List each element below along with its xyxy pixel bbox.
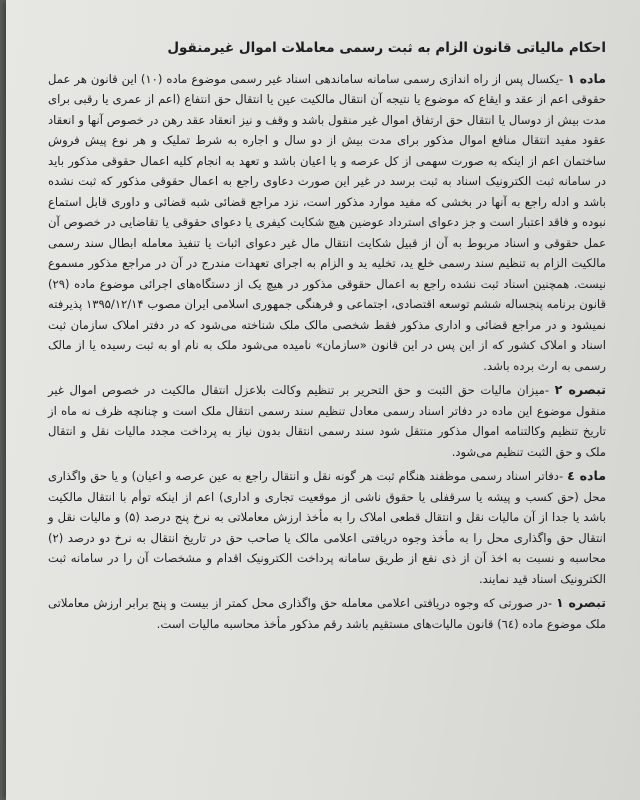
article-4-heading: ماده ٤	[567, 468, 606, 483]
note-2-heading: تبصره ۲	[554, 382, 606, 397]
note-1-text: -در صورتی که وجوه دریافتی اعلامی معامله حق واگذاری محل کمتر از بیست و پنج برابر ارزش معاملاتی ملک موضوع ماده (٦٤) قانون مالیات‌های مستقیم باشد رقم مذکور مأخذ محاسبه مالیات است.	[48, 596, 606, 631]
note-1	[48, 593, 606, 634]
note-2	[48, 380, 606, 462]
article-1-text: -یکسال پس از راه اندازی رسمی سامانه ساماندهی اسناد غیر رسمی موضوع ماده (۱۰) این قانون هر عمل حقوقی اعم از عقد و ایقاع که موضوع یا نتیجه آن انتقال مالکیت عین یا انتقال حق انتفاع (اعم از عمری یا رقبی برای مدت بیش از دوسال یا انتقال حق ارتفاق اموال غیر منقول باشد و وقف و نیز انعقاد عقد رهن در خصوص آنها و انعقاد عقود مفید انتقال منافع اموال مذکور برای مدت بیش از دو سال و اجاره به شرط تملیک و هر نوع پیش فروش ساختمان اعم از اینکه به صورت سهمی از کل عرصه و یا اعیان باشد و تعهد به انجام کلیه اعمال حقوقی مذکور باید در سامانه ثبت الکترونیک اسناد به ثبت برسد در غیر این صورت دعاوی راجع به اعمال حقوقی مذکور که ثبت نشده باشد و ادله راجع به آنها در بخشی که مفید موارد مذکور است، نزد مراجع قضائی شبه قضائی و داوری قابل استماع نبوده و فاقد اعتبار است و جز دعوای استرداد عوضین هیچ شکایت کیفری یا دعوای حقوقی یا تقاضایی در خصوص آن عمل حقوقی و اسناد مربوط به آن از قبیل شکایت انتقال مال غیر دعوای اثبات یا تنفیذ معامله ابطال سند رسمی مالکیت الزام به تنظیم سند رسمی خلع ید، تخلیه ید و الزام به اجرای تعهدات مندرج در آن در مراجع مذکور مسموع نیست. همچنین اسناد ثبت نشده راجع به اعمال حقوقی مذکور در هیچ یک از دستگاه‌های اجرائی موضوع ماده (۲۹) قانون برنامه پنجساله ششم توسعه اقتصادی، اجتماعی و فرهنگی جمهوری اسلامی ایران مصوب ۱۳۹۵/۱۲/۱۴ پذیرفته نمیشود و در مراجع قضائی و اداری مذکور فقط شخصی مالک ملک شناخته می‌شود که در دفتر املاک سازمان ثبت اسناد و املاک کشور که از این پس در این قانون «سازمان» نامیده می‌شود ملک به نام او به ثبت رسیده یا از مالک رسمی به ارث برده باشد.	[48, 71, 606, 373]
article-4	[48, 466, 606, 589]
article-1	[48, 69, 606, 377]
article-1-heading: ماده ۱	[567, 70, 607, 86]
document-title: احکام مالیاتی قانون الزام به ثبت رسمی معاملات اموال غیرمنقول	[167, 40, 606, 56]
article-4-text: -دفاتر اسناد رسمی موظفند هنگام ثبت هر گونه نقل و انتقال راجع به عین عرصه و اعیان) و یا حق واگذاری محل (حق کسب و پیشه یا سرقفلی یا حقوق ناشی از موقعیت تجاری و اداری) اعم از اینکه توأم با انتقال مالکیت باشد یا جدا از آن مالیات نقل و انتقال قطعی املاک را به مأخذ ارزش معاملاتی به نرخ پنج درصد (۵) و مالیات نقل و انتقال حق واگذاری محل را به مأخذ وجوه دریافتی اعلامی مالک یا صاحب حق در تاریخ انتقال به نرخ دو درصد (۲) محاسبه و نسبت به اخذ آن از ذی نفع از طریق سامانه پرداخت الکترونیک اقدام و مشخصات آن را در سامانه ثبت الکترونیک اسناد قید نمایند.	[48, 469, 606, 586]
document-body	[48, 38, 606, 638]
document-page	[6, 0, 640, 800]
note-1-heading: تبصره ۱	[556, 595, 606, 610]
note-2-text: -میزان مالیات حق الثبت و حق التحریر بر تنظیم وکالت بلاعزل انتقال مالکیت در خصوص اموال غیر منقول موضوع این ماده در دفاتر اسناد رسمی معادل تنظیم سند رسمی انتقال ملک است و چنانچه ظرف نه ماه از تاریخ تنظیم وکالتنامه اموال مذکور منتقل شود سند رسمی انتقال بدون نیاز به پرداخت مجدد مالیات نقل و انتقال ملک و حق الثبت تنظیم می‌شود.	[48, 383, 606, 459]
